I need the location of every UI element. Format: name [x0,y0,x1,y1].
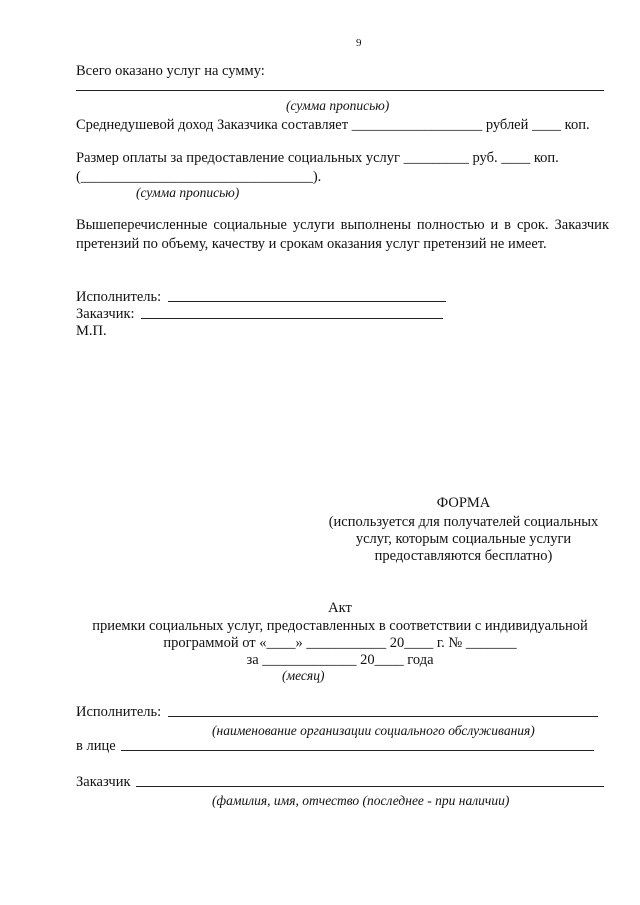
act-customer-line [136,786,604,787]
form-note-line3: предоставляются бесплатно) [374,548,553,564]
services-statement: Вышеперечисленные социальные услуги выполнены полностью и в срок. Заказчик претензий по объему, качеству и срокам оказания услуг претензий не имеет. [76,217,609,252]
act-executor-line [168,716,598,717]
act-title: Акт [328,600,352,616]
form-note-line1: (используется для получателей социальных [328,514,599,530]
act-executor-label: Исполнитель: [76,704,162,720]
act-line1: приемки социальных услуг, предоставленных в соответствии с индивидуальной [92,618,588,634]
act-line2: программой от «____» ___________ 20____ г. № _______ [163,635,517,651]
total-sum-line [76,90,604,91]
org-name-hint: (наименование организации социального обслуживания) [212,723,535,738]
act-customer-label: Заказчик [76,774,131,790]
avg-income-line [76,116,590,135]
act-line3: за _____________ 20____ года [246,652,434,668]
avg-income-blank2: ____ [532,117,562,133]
avg-income-kop: коп. [564,117,590,133]
fio-hint: (фамилия, имя, отчество (последнее - при наличии) [212,793,510,808]
executor-signature-line [168,301,446,302]
avg-income-label: Среднедушевой доход Заказчика составляет [76,117,349,133]
total-services-label: Всего оказано услуг на сумму: [76,63,265,79]
payment-kop: коп. [533,150,559,166]
payment-line [76,149,559,168]
person-label: в лице [76,738,116,754]
sum-in-words-hint: (сумма прописью) [286,98,390,113]
customer-signature-line [141,318,443,319]
person-line [121,750,594,751]
form-note-line2: услуг, которым социальные услуги [355,531,572,547]
month-hint: (месяц) [282,668,325,683]
avg-income-rub: рублей [485,117,529,133]
payment-words-hint: (сумма прописью) [136,185,240,200]
payment-blank: _________ [403,150,469,166]
customer-label: Заказчик: [76,306,135,322]
payment-rub: руб. [472,150,498,166]
seal-label: М.П. [76,323,107,339]
payment-words-blank: (________________________________). [76,169,322,185]
avg-income-blank: __________________ [351,117,483,133]
form-title: ФОРМА [436,495,491,511]
payment-label: Размер оплаты за предоставление социальных услуг [76,150,400,166]
page-number: 9 [356,37,362,49]
payment-blank2: ____ [501,150,531,166]
executor-label: Исполнитель: [76,289,162,305]
